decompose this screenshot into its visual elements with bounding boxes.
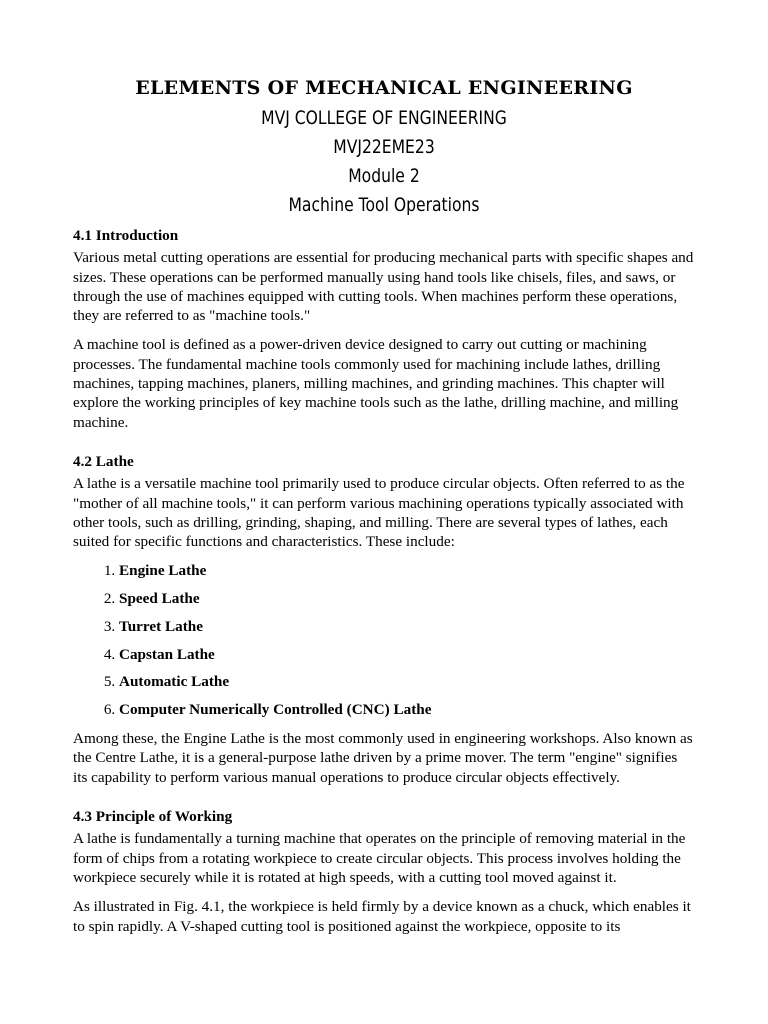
list-item: 3. Turret Lathe [119, 617, 695, 636]
list-item: 6. Computer Numerically Controlled (CNC) Lathe [119, 700, 695, 719]
course-code: MVJ22EME23 [333, 136, 435, 158]
list-item: 5. Automatic Lathe [119, 672, 695, 691]
college-name: MVJ COLLEGE OF ENGINEERING [261, 107, 507, 129]
document-body [73, 226, 695, 946]
paragraph: A lathe is fundamentally a turning machine that operates on the principle of removing material in the form of chips from a rotating workpiece to create circular objects. This process involves holding the workpiece securely while it is rotated at high speeds, with a cutting tool moved against it. [73, 830, 686, 886]
paragraph: Among these, the Engine Lathe is the most commonly used in engineering workshops. Also known as the Centre Lathe, it is a general-purpose lathe driven by a prime mover. The term "engine" signifies its capability to perform various manual operations to produce circular objects effectively. [73, 730, 693, 786]
list-item: 2. Speed Lathe [119, 589, 695, 608]
paragraph: A lathe is a versatile machine tool primarily used to produce circular objects. Often referred to as the "mother of all machine tools," it can perform various machining operations typically associated with other tools, such as drilling, grinding, shaping, and milling. There are several types of lathes, each suited for specific functions and characteristics. These include: [73, 475, 685, 551]
section-heading-principle: 4.3 Principle of Working [73, 808, 233, 826]
list-item: 1. Engine Lathe [119, 561, 695, 580]
module-title: Machine Tool Operations [288, 194, 480, 216]
list-item: 4. Capstan Lathe [119, 645, 695, 664]
document-header [0, 72, 768, 220]
section-heading-introduction: 4.1 Introduction [73, 227, 179, 244]
course-title: ELEMENTS OF MECHANICAL ENGINEERING [135, 77, 633, 99]
section-heading-lathe: 4.2 Lathe [73, 452, 134, 470]
paragraph: A machine tool is defined as a power-driven device designed to carry out cutting or machining processes. The fundamental machine tools commonly used for machining include lathes, drilling machines, tapping machines, planers, milling machines, and grinding machines. This chapter will explore the working principles of key machine tools such as the lathe, drilling machine, and milling machine. [73, 336, 679, 431]
lathe-types-list [73, 561, 695, 719]
paragraph: Various metal cutting operations are essential for producing mechanical parts with specific shapes and sizes. These operations can be performed manually using hand tools like chisels, files, and saws, or through the use of machines equipped with cutting tools. When machines perform these operations, they are referred to as "machine tools." [73, 249, 694, 325]
paragraph: As illustrated in Fig. 4.1, the workpiece is held firmly by a device known as a chuck, which enables it to spin rapidly. A V-shaped cutting tool is positioned against the workpiece, opposite to its [73, 898, 691, 935]
module-number: Module 2 [348, 165, 420, 187]
